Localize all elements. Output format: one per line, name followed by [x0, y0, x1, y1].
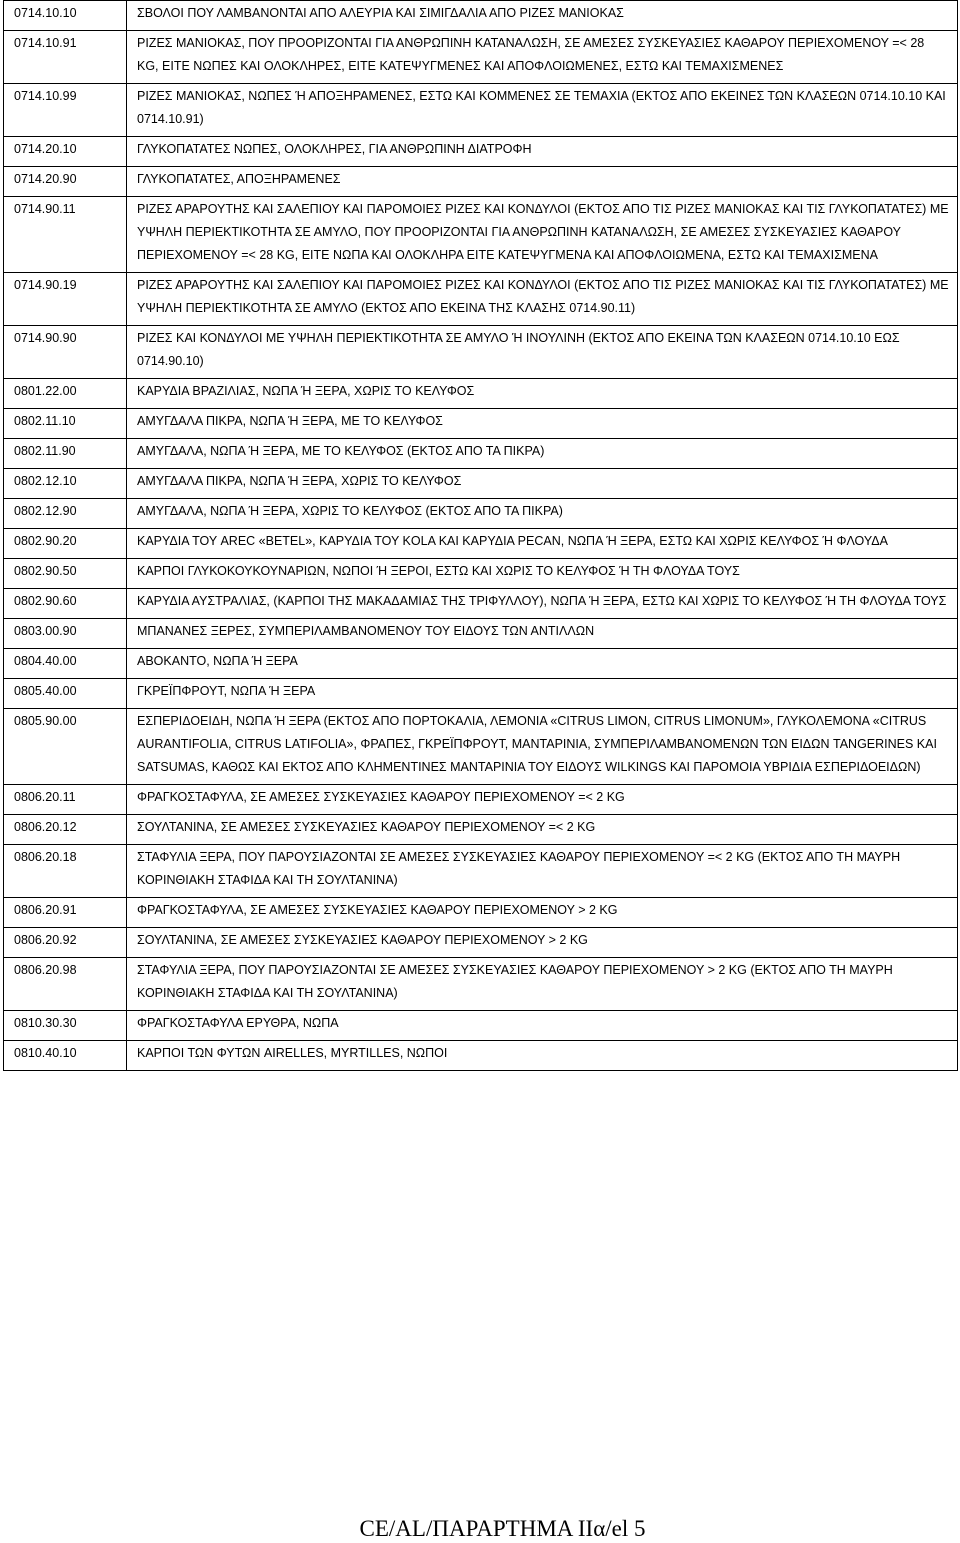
product-description-cell: ΣΒΟΛΟΙ ΠΟΥ ΛΑΜΒΑΝΟΝΤΑΙ ΑΠΟ ΑΛΕΥΡΙΑ ΚΑΙ ΣΙΜΙΓΔΑΛΙΑ ΑΠΟ ΡΙΖΕΣ ΜΑΝΙΟΚΑΣ [127, 1, 958, 31]
product-description-cell: ΡΙΖΕΣ ΑΡΑΡΟΥΤΗΣ ΚΑΙ ΣΑΛΕΠΙΟΥ ΚΑΙ ΠΑΡΟΜΟΙΕΣ ΡΙΖΕΣ ΚΑΙ ΚΟΝΔΥΛΟΙ (ΕΚΤΟΣ ΑΠΟ ΤΙΣ ΡΙΖΕΣ ΜΑΝΙΟΚΑΣ ΚΑΙ ΤΙΣ ΓΛΥΚΟΠΑΤΑΤΕΣ) ΜΕ ΥΨΗΛΗ ΠΕΡΙΕΚΤΙΚΟΤΗΤΑ ΣΕ ΑΜΥΛΟ, ΠΟΥ ΠΡΟΟΡΙΖΟΝΤΑΙ ΓΙΑ ΑΝΘΡΩΠΙΝΗ ΚΑΤΑΝΑΛΩΣΗ, ΣΕ ΑΜΕΣΕΣ ΣΥΣΚΕΥΑΣΙΕΣ ΚΑΘΑΡΟΥ ΠΕΡΙΕΧΟΜΕΝΟΥ =< 28 KG, ΕΙΤΕ ΝΩΠΑ ΚΑΙ ΟΛΟΚΛΗΡΑ ΕΙΤΕ ΚΑΤΕΨΥΓΜΕΝΑ ΚΑΙ ΑΠΟΦΛΟΙΩΜΕΝΑ, ΕΣΤΩ ΚΑΙ ΤΕΜΑΧΙΣΜΕΝΑ [127, 197, 958, 273]
table-row [4, 469, 958, 499]
product-description-cell: ΦΡΑΓΚΟΣΤΑΦΥΛΑ ΕΡΥΘΡΑ, ΝΩΠΑ [127, 1011, 958, 1041]
tariff-code-cell: 0810.30.30 [4, 1011, 127, 1041]
tariff-table-body [4, 1, 958, 1071]
table-row [4, 845, 958, 898]
tariff-code-cell: 0806.20.11 [4, 785, 127, 815]
product-description-cell: ΡΙΖΕΣ ΚΑΙ ΚΟΝΔΥΛΟΙ ΜΕ ΥΨΗΛΗ ΠΕΡΙΕΚΤΙΚΟΤΗΤΑ ΣΕ ΑΜΥΛΟ Ή ΙΝΟΥΛΙΝΗ (ΕΚΤΟΣ ΑΠΟ ΕΚΕΙΝΑ ΤΩΝ ΚΛΑΣΕΩΝ 0714.10.10 ΕΩΣ 0714.90.10) [127, 326, 958, 379]
tariff-code-cell: 0801.22.00 [4, 379, 127, 409]
tariff-code-cell: 0714.10.91 [4, 31, 127, 84]
product-description-cell: ΑΜΥΓΔΑΛΑ, ΝΩΠΑ Ή ΞΕΡΑ, ΧΩΡΙΣ ΤΟ ΚΕΛΥΦΟΣ (ΕΚΤΟΣ ΑΠΟ ΤΑ ΠΙΚΡΑ) [127, 499, 958, 529]
table-row [4, 589, 958, 619]
table-row [4, 409, 958, 439]
tariff-code-cell: 0804.40.00 [4, 649, 127, 679]
tariff-code-cell: 0805.40.00 [4, 679, 127, 709]
footer-page-reference: CE/AL/ΠΑΡΑΡΤΗΜΑ ΙΙα/el 5 [359, 1516, 646, 1541]
tariff-code-cell: 0714.10.99 [4, 84, 127, 137]
tariff-code-cell: 0805.90.00 [4, 709, 127, 785]
tariff-code-cell: 0806.20.91 [4, 898, 127, 928]
tariff-code-cell: 0714.10.10 [4, 1, 127, 31]
tariff-code-cell: 0802.90.20 [4, 529, 127, 559]
tariff-code-cell: 0802.12.10 [4, 469, 127, 499]
tariff-code-cell: 0714.20.90 [4, 167, 127, 197]
tariff-code-cell: 0810.40.10 [4, 1041, 127, 1071]
table-row [4, 137, 958, 167]
table-row [4, 167, 958, 197]
product-description-cell: ΚΑΡΠΟΙ ΤΩΝ ΦΥΤΩΝ AIRELLES, MYRTILLES, ΝΩΠΟΙ [127, 1041, 958, 1071]
tariff-code-cell: 0714.20.10 [4, 137, 127, 167]
tariff-code-cell: 0806.20.92 [4, 928, 127, 958]
tariff-code-cell: 0803.00.90 [4, 619, 127, 649]
tariff-code-cell: 0714.90.11 [4, 197, 127, 273]
product-description-cell: ΚΑΡΥΔΙΑ ΤΟΥ AREC «BETEL», ΚΑΡΥΔΙΑ ΤΟΥ KOLA ΚΑΙ ΚΑΡΥΔΙΑ PECAN, ΝΩΠΑ Ή ΞΕΡΑ, ΕΣΤΩ ΚΑΙ ΧΩΡΙΣ ΚΕΛΥΦΟΣ Ή ΦΛΟΥΔΑ [127, 529, 958, 559]
tariff-code-cell: 0806.20.12 [4, 815, 127, 845]
table-row [4, 273, 958, 326]
product-description-cell: ΑΜΥΓΔΑΛΑ ΠΙΚΡΑ, ΝΩΠΑ Ή ΞΕΡΑ, ΧΩΡΙΣ ΤΟ ΚΕΛΥΦΟΣ [127, 469, 958, 499]
table-row [4, 898, 958, 928]
product-description-cell: ΑΒΟΚΑΝΤΟ, ΝΩΠΑ Ή ΞΕΡΑ [127, 649, 958, 679]
table-row [4, 958, 958, 1011]
product-description-cell: ΣΟΥΛΤΑΝΙΝΑ, ΣΕ ΑΜΕΣΕΣ ΣΥΣΚΕΥΑΣΙΕΣ ΚΑΘΑΡΟΥ ΠΕΡΙΕΧΟΜΕΝΟΥ =< 2 KG [127, 815, 958, 845]
page-footer [0, 1515, 960, 1543]
table-row [4, 379, 958, 409]
product-description-cell: ΓΛΥΚΟΠΑΤΑΤΕΣ, ΑΠΟΞΗΡΑΜΕΝΕΣ [127, 167, 958, 197]
table-row [4, 815, 958, 845]
product-description-cell: ΕΣΠΕΡΙΔΟΕΙΔΗ, ΝΩΠΑ Ή ΞΕΡΑ (ΕΚΤΟΣ ΑΠΟ ΠΟΡΤΟΚΑΛΙΑ, ΛΕΜΟΝΙΑ «CITRUS LIMON, CITRUS LIMONUM», ΓΛΥΚΟΛΕΜΟΝΑ «CITRUS AURANTIFOLIA, CITRUS LATIFOLIA», ΦΡΑΠΕΣ, ΓΚΡΕΪΠΦΡΟΥΤ, ΜΑΝΤΑΡΙΝΙΑ, ΣΥΜΠΕΡΙΛΑΜΒΑΝΟΜΕΝΩΝ ΤΩΝ ΕΙΔΩΝ TANGERINES ΚΑΙ SATSUMAS, ΚΑΘΩΣ ΚΑΙ ΕΚΤΟΣ ΑΠΟ ΚΛΗΜΕΝΤΙΝΕΣ ΜΑΝΤΑΡΙΝΙΑ ΤΟΥ ΕΙΔΟΥΣ WILKINGS ΚΑΙ ΠΑΡΟΜΟΙΑ ΥΒΡΙΔΙΑ ΕΣΠΕΡΙΔΟΕΙΔΩΝ) [127, 709, 958, 785]
table-row [4, 709, 958, 785]
table-row [4, 928, 958, 958]
product-description-cell: ΓΚΡΕΪΠΦΡΟΥΤ, ΝΩΠΑ Ή ΞΕΡΑ [127, 679, 958, 709]
table-row [4, 499, 958, 529]
product-description-cell: ΡΙΖΕΣ ΑΡΑΡΟΥΤΗΣ ΚΑΙ ΣΑΛΕΠΙΟΥ ΚΑΙ ΠΑΡΟΜΟΙΕΣ ΡΙΖΕΣ ΚΑΙ ΚΟΝΔΥΛΟΙ (ΕΚΤΟΣ ΑΠΟ ΤΙΣ ΡΙΖΕΣ ΜΑΝΙΟΚΑΣ ΚΑΙ ΤΙΣ ΓΛΥΚΟΠΑΤΑΤΕΣ) ΜΕ ΥΨΗΛΗ ΠΕΡΙΕΚΤΙΚΟΤΗΤΑ ΣΕ ΑΜΥΛΟ (ΕΚΤΟΣ ΑΠΟ ΕΚΕΙΝΑ ΤΗΣ ΚΛΑΣΗΣ 0714.90.11) [127, 273, 958, 326]
tariff-code-cell: 0806.20.98 [4, 958, 127, 1011]
tariff-table [3, 0, 958, 1071]
product-description-cell: ΜΠΑΝΑΝΕΣ ΞΕΡΕΣ, ΣΥΜΠΕΡΙΛΑΜΒΑΝΟΜΕΝΟΥ ΤΟΥ ΕΙΔΟΥΣ ΤΩΝ ΑΝΤΙΛΛΩΝ [127, 619, 958, 649]
table-row [4, 559, 958, 589]
product-description-cell: ΚΑΡΥΔΙΑ ΑΥΣΤΡΑΛΙΑΣ, (ΚΑΡΠΟΙ ΤΗΣ ΜΑΚΑΔΑΜΙΑΣ ΤΗΣ ΤΡΙΦΥΛΛΟΥ), ΝΩΠΑ Ή ΞΕΡΑ, ΕΣΤΩ ΚΑΙ ΧΩΡΙΣ ΤΟ ΚΕΛΥΦΟΣ Ή ΤΗ ΦΛΟΥΔΑ ΤΟΥΣ [127, 589, 958, 619]
tariff-code-cell: 0714.90.90 [4, 326, 127, 379]
table-row [4, 785, 958, 815]
table-row [4, 619, 958, 649]
table-row [4, 197, 958, 273]
table-row [4, 326, 958, 379]
product-description-cell: ΣΤΑΦΥΛΙΑ ΞΕΡΑ, ΠΟΥ ΠΑΡΟΥΣΙΑΖΟΝΤΑΙ ΣΕ ΑΜΕΣΕΣ ΣΥΣΚΕΥΑΣΙΕΣ ΚΑΘΑΡΟΥ ΠΕΡΙΕΧΟΜΕΝΟΥ > 2 KG (ΕΚΤΟΣ ΑΠΟ ΤΗ ΜΑΥΡΗ ΚΟΡΙΝΘΙΑΚΗ ΣΤΑΦΙΔΑ ΚΑΙ ΤΗ ΣΟΥΛΤΑΝΙΝΑ) [127, 958, 958, 1011]
tariff-code-cell: 0802.90.50 [4, 559, 127, 589]
table-row [4, 529, 958, 559]
product-description-cell: ΣΤΑΦΥΛΙΑ ΞΕΡΑ, ΠΟΥ ΠΑΡΟΥΣΙΑΖΟΝΤΑΙ ΣΕ ΑΜΕΣΕΣ ΣΥΣΚΕΥΑΣΙΕΣ ΚΑΘΑΡΟΥ ΠΕΡΙΕΧΟΜΕΝΟΥ =< 2 KG (ΕΚΤΟΣ ΑΠΟ ΤΗ ΜΑΥΡΗ ΚΟΡΙΝΘΙΑΚΗ ΣΤΑΦΙΔΑ ΚΑΙ ΤΗ ΣΟΥΛΤΑΝΙΝΑ) [127, 845, 958, 898]
table-row [4, 31, 958, 84]
product-description-cell: ΡΙΖΕΣ ΜΑΝΙΟΚΑΣ, ΠΟΥ ΠΡΟΟΡΙΖΟΝΤΑΙ ΓΙΑ ΑΝΘΡΩΠΙΝΗ ΚΑΤΑΝΑΛΩΣΗ, ΣΕ ΑΜΕΣΕΣ ΣΥΣΚΕΥΑΣΙΕΣ ΚΑΘΑΡΟΥ ΠΕΡΙΕΧΟΜΕΝΟΥ =< 28 KG, ΕΙΤΕ ΝΩΠΕΣ ΚΑΙ ΟΛΟΚΛΗΡΕΣ, ΕΙΤΕ ΚΑΤΕΨΥΓΜΕΝΕΣ ΚΑΙ ΑΠΟΦΛΟΙΩΜΕΝΕΣ, ΕΣΤΩ ΚΑΙ ΤΕΜΑΧΙΣΜΕΝΕΣ [127, 31, 958, 84]
tariff-code-cell: 0802.12.90 [4, 499, 127, 529]
tariff-code-cell: 0802.11.10 [4, 409, 127, 439]
product-description-cell: ΣΟΥΛΤΑΝΙΝΑ, ΣΕ ΑΜΕΣΕΣ ΣΥΣΚΕΥΑΣΙΕΣ ΚΑΘΑΡΟΥ ΠΕΡΙΕΧΟΜΕΝΟΥ > 2 KG [127, 928, 958, 958]
tariff-code-cell: 0802.90.60 [4, 589, 127, 619]
product-description-cell: ΑΜΥΓΔΑΛΑ ΠΙΚΡΑ, ΝΩΠΑ Ή ΞΕΡΑ, ΜΕ ΤΟ ΚΕΛΥΦΟΣ [127, 409, 958, 439]
product-description-cell: ΚΑΡΥΔΙΑ ΒΡΑΖΙΛΙΑΣ, ΝΩΠΑ Ή ΞΕΡΑ, ΧΩΡΙΣ ΤΟ ΚΕΛΥΦΟΣ [127, 379, 958, 409]
product-description-cell: ΡΙΖΕΣ ΜΑΝΙΟΚΑΣ, ΝΩΠΕΣ Ή ΑΠΟΞΗΡΑΜΕΝΕΣ, ΕΣΤΩ ΚΑΙ ΚΟΜΜΕΝΕΣ ΣΕ ΤΕΜΑΧΙΑ (ΕΚΤΟΣ ΑΠΟ ΕΚΕΙΝΕΣ ΤΩΝ ΚΛΑΣΕΩΝ 0714.10.10 ΚΑΙ 0714.10.91) [127, 84, 958, 137]
tariff-code-cell: 0806.20.18 [4, 845, 127, 898]
table-row [4, 84, 958, 137]
tariff-code-cell: 0802.11.90 [4, 439, 127, 469]
product-description-cell: ΚΑΡΠΟΙ ΓΛΥΚΟΚΟΥΚΟΥΝΑΡΙΩΝ, ΝΩΠΟΙ Ή ΞΕΡΟΙ, ΕΣΤΩ ΚΑΙ ΧΩΡΙΣ ΤΟ ΚΕΛΥΦΟΣ Ή ΤΗ ΦΛΟΥΔΑ ΤΟΥΣ [127, 559, 958, 589]
table-row [4, 679, 958, 709]
table-row [4, 649, 958, 679]
tariff-code-cell: 0714.90.19 [4, 273, 127, 326]
product-description-cell: ΦΡΑΓΚΟΣΤΑΦΥΛΑ, ΣΕ ΑΜΕΣΕΣ ΣΥΣΚΕΥΑΣΙΕΣ ΚΑΘΑΡΟΥ ΠΕΡΙΕΧΟΜΕΝΟΥ =< 2 KG [127, 785, 958, 815]
table-row [4, 439, 958, 469]
table-row [4, 1, 958, 31]
product-description-cell: ΦΡΑΓΚΟΣΤΑΦΥΛΑ, ΣΕ ΑΜΕΣΕΣ ΣΥΣΚΕΥΑΣΙΕΣ ΚΑΘΑΡΟΥ ΠΕΡΙΕΧΟΜΕΝΟΥ > 2 KG [127, 898, 958, 928]
table-row [4, 1011, 958, 1041]
product-description-cell: ΑΜΥΓΔΑΛΑ, ΝΩΠΑ Ή ΞΕΡΑ, ΜΕ ΤΟ ΚΕΛΥΦΟΣ (ΕΚΤΟΣ ΑΠΟ ΤΑ ΠΙΚΡΑ) [127, 439, 958, 469]
table-row [4, 1041, 958, 1071]
product-description-cell: ΓΛΥΚΟΠΑΤΑΤΕΣ ΝΩΠΕΣ, ΟΛΟΚΛΗΡΕΣ, ΓΙΑ ΑΝΘΡΩΠΙΝΗ ΔΙΑΤΡΟΦΗ [127, 137, 958, 167]
